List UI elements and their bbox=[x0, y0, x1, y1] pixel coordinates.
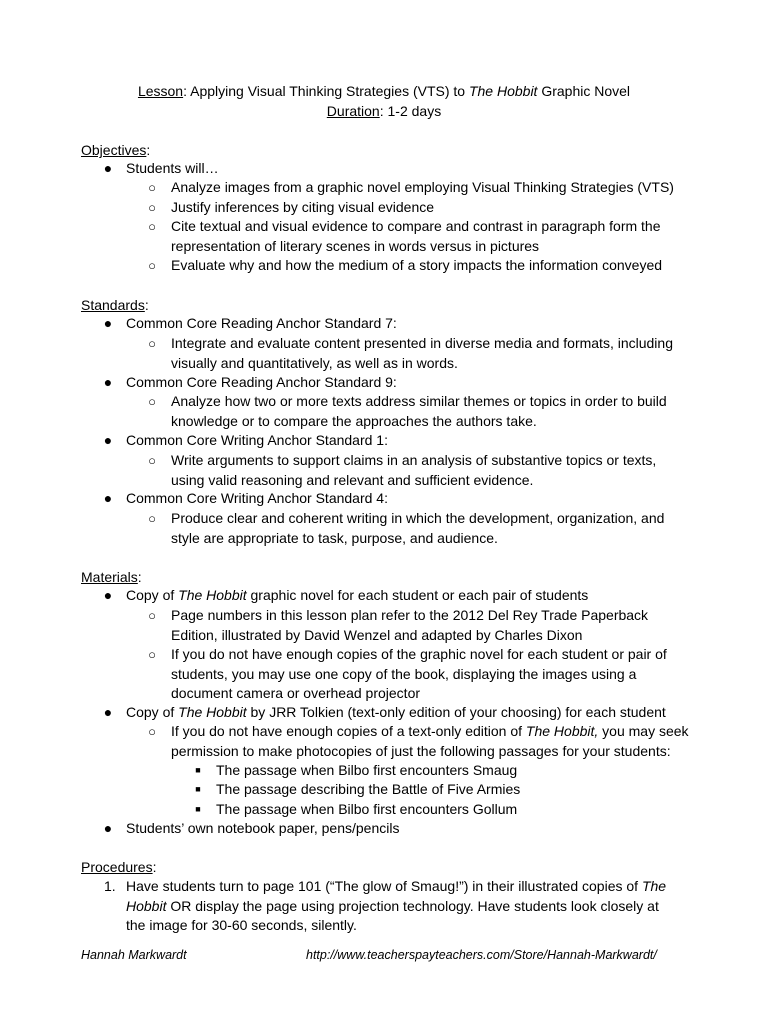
circle-marker: ○ bbox=[148, 394, 156, 409]
material-subitem: If you do not have enough copies of the graphic novel for each student or pair of students, you may use one copy of the book, displaying the images using a document camera or overhead projector bbox=[171, 646, 667, 701]
objective-item: Cite textual and visual evidence to compare and contrast in paragraph form the representation of literary scenes in words versus in pictures bbox=[171, 218, 661, 254]
bullet-marker: ● bbox=[103, 315, 113, 331]
circle-marker: ○ bbox=[148, 724, 156, 739]
lesson-label: Lesson bbox=[137, 83, 184, 99]
bullet-marker: ● bbox=[103, 432, 113, 448]
passage-item: The passage when Bilbo first encounters Smaug bbox=[216, 762, 518, 778]
bullet-marker: ● bbox=[103, 820, 113, 836]
materials-heading: Materials: bbox=[81, 569, 142, 585]
objectives-intro: Students will… bbox=[126, 160, 219, 176]
circle-marker: ○ bbox=[148, 453, 156, 468]
objective-item: Evaluate why and how the medium of a story impacts the information conveyed bbox=[171, 257, 663, 273]
objective-item: Justify inferences by citing visual evidence bbox=[171, 199, 435, 215]
bullet-marker: ● bbox=[103, 374, 113, 390]
standard-detail: Produce clear and coherent writing in which the development, organization, and style are appropriate to task, purpose, and audience. bbox=[171, 510, 665, 546]
procedures-heading: Procedures: bbox=[81, 859, 157, 875]
bullet-marker: ● bbox=[103, 490, 113, 506]
material-item: Students’ own notebook paper, pens/pencils bbox=[126, 820, 400, 836]
objective-item: Analyze images from a graphic novel employing Visual Thinking Strategies (VTS) bbox=[171, 179, 674, 195]
standard-title: Common Core Writing Anchor Standard 4: bbox=[126, 490, 388, 506]
duration-line: Duration: 1-2 days bbox=[326, 103, 442, 119]
objectives-heading: Objectives: bbox=[81, 142, 151, 158]
material-item: Copy of The Hobbit by JRR Tolkien (text-only edition of your choosing) for each student bbox=[126, 704, 666, 720]
standard-detail: Write arguments to support claims in an analysis of substantive topics or texts, using valid reasoning and relevant and sufficient evidence. bbox=[171, 452, 657, 488]
standard-title: Common Core Reading Anchor Standard 7: bbox=[126, 315, 397, 331]
material-item: Copy of The Hobbit graphic novel for each student or each pair of students bbox=[126, 587, 589, 603]
passage-item: The passage when Bilbo first encounters Gollum bbox=[216, 801, 518, 817]
standard-title: Common Core Reading Anchor Standard 9: bbox=[126, 374, 397, 390]
procedure-step: Have students turn to page 101 (“The glow of Smaug!”) in their illustrated copies of The Hobbit OR display the page using projection technology. Have students look closely at the image for 30-60 seconds, silently. bbox=[126, 878, 667, 933]
standard-detail: Analyze how two or more texts address similar themes or topics in order to build knowledge or to compare the approaches the authors take. bbox=[171, 393, 667, 429]
footer-author: Hannah Markwardt bbox=[81, 948, 187, 962]
standards-heading: Standards: bbox=[81, 297, 149, 313]
lesson-title: Lesson: Applying Visual Thinking Strategies (VTS) to The Hobbit Graphic Novel bbox=[137, 83, 631, 99]
circle-marker: ○ bbox=[148, 258, 156, 273]
circle-marker: ○ bbox=[148, 336, 156, 351]
bullet-marker: ● bbox=[103, 160, 113, 176]
material-subitem: If you do not have enough copies of a text-only edition of The Hobbit, you may seek permission to make photocopies of just the following passages for your students: bbox=[171, 723, 689, 759]
circle-marker: ○ bbox=[148, 200, 156, 215]
circle-marker: ○ bbox=[148, 647, 156, 662]
circle-marker: ○ bbox=[148, 608, 156, 623]
footer-url[interactable]: http://www.teacherspayteachers.com/Store/Hannah-Markwardt/ bbox=[306, 948, 657, 962]
square-marker: ■ bbox=[195, 804, 201, 814]
circle-marker: ○ bbox=[148, 180, 156, 195]
square-marker: ■ bbox=[195, 784, 201, 794]
circle-marker: ○ bbox=[148, 219, 156, 234]
passage-item: The passage describing the Battle of Five Armies bbox=[216, 781, 521, 797]
bullet-marker: ● bbox=[103, 587, 113, 603]
standard-detail: Integrate and evaluate content presented in diverse media and formats, including visually and quantitatively, as well as in words. bbox=[171, 335, 673, 371]
circle-marker: ○ bbox=[148, 511, 156, 526]
duration-label: Duration bbox=[326, 103, 380, 119]
material-subitem: Page numbers in this lesson plan refer to the 2012 Del Rey Trade Paperback Edition, illustrated by David Wenzel and adapted by Charles Dixon bbox=[171, 607, 649, 643]
standard-title: Common Core Writing Anchor Standard 1: bbox=[126, 432, 388, 448]
bullet-marker: ● bbox=[103, 704, 113, 720]
duration-value: 1-2 days bbox=[383, 103, 442, 119]
square-marker: ■ bbox=[195, 765, 201, 775]
step-number: 1. bbox=[104, 878, 116, 894]
